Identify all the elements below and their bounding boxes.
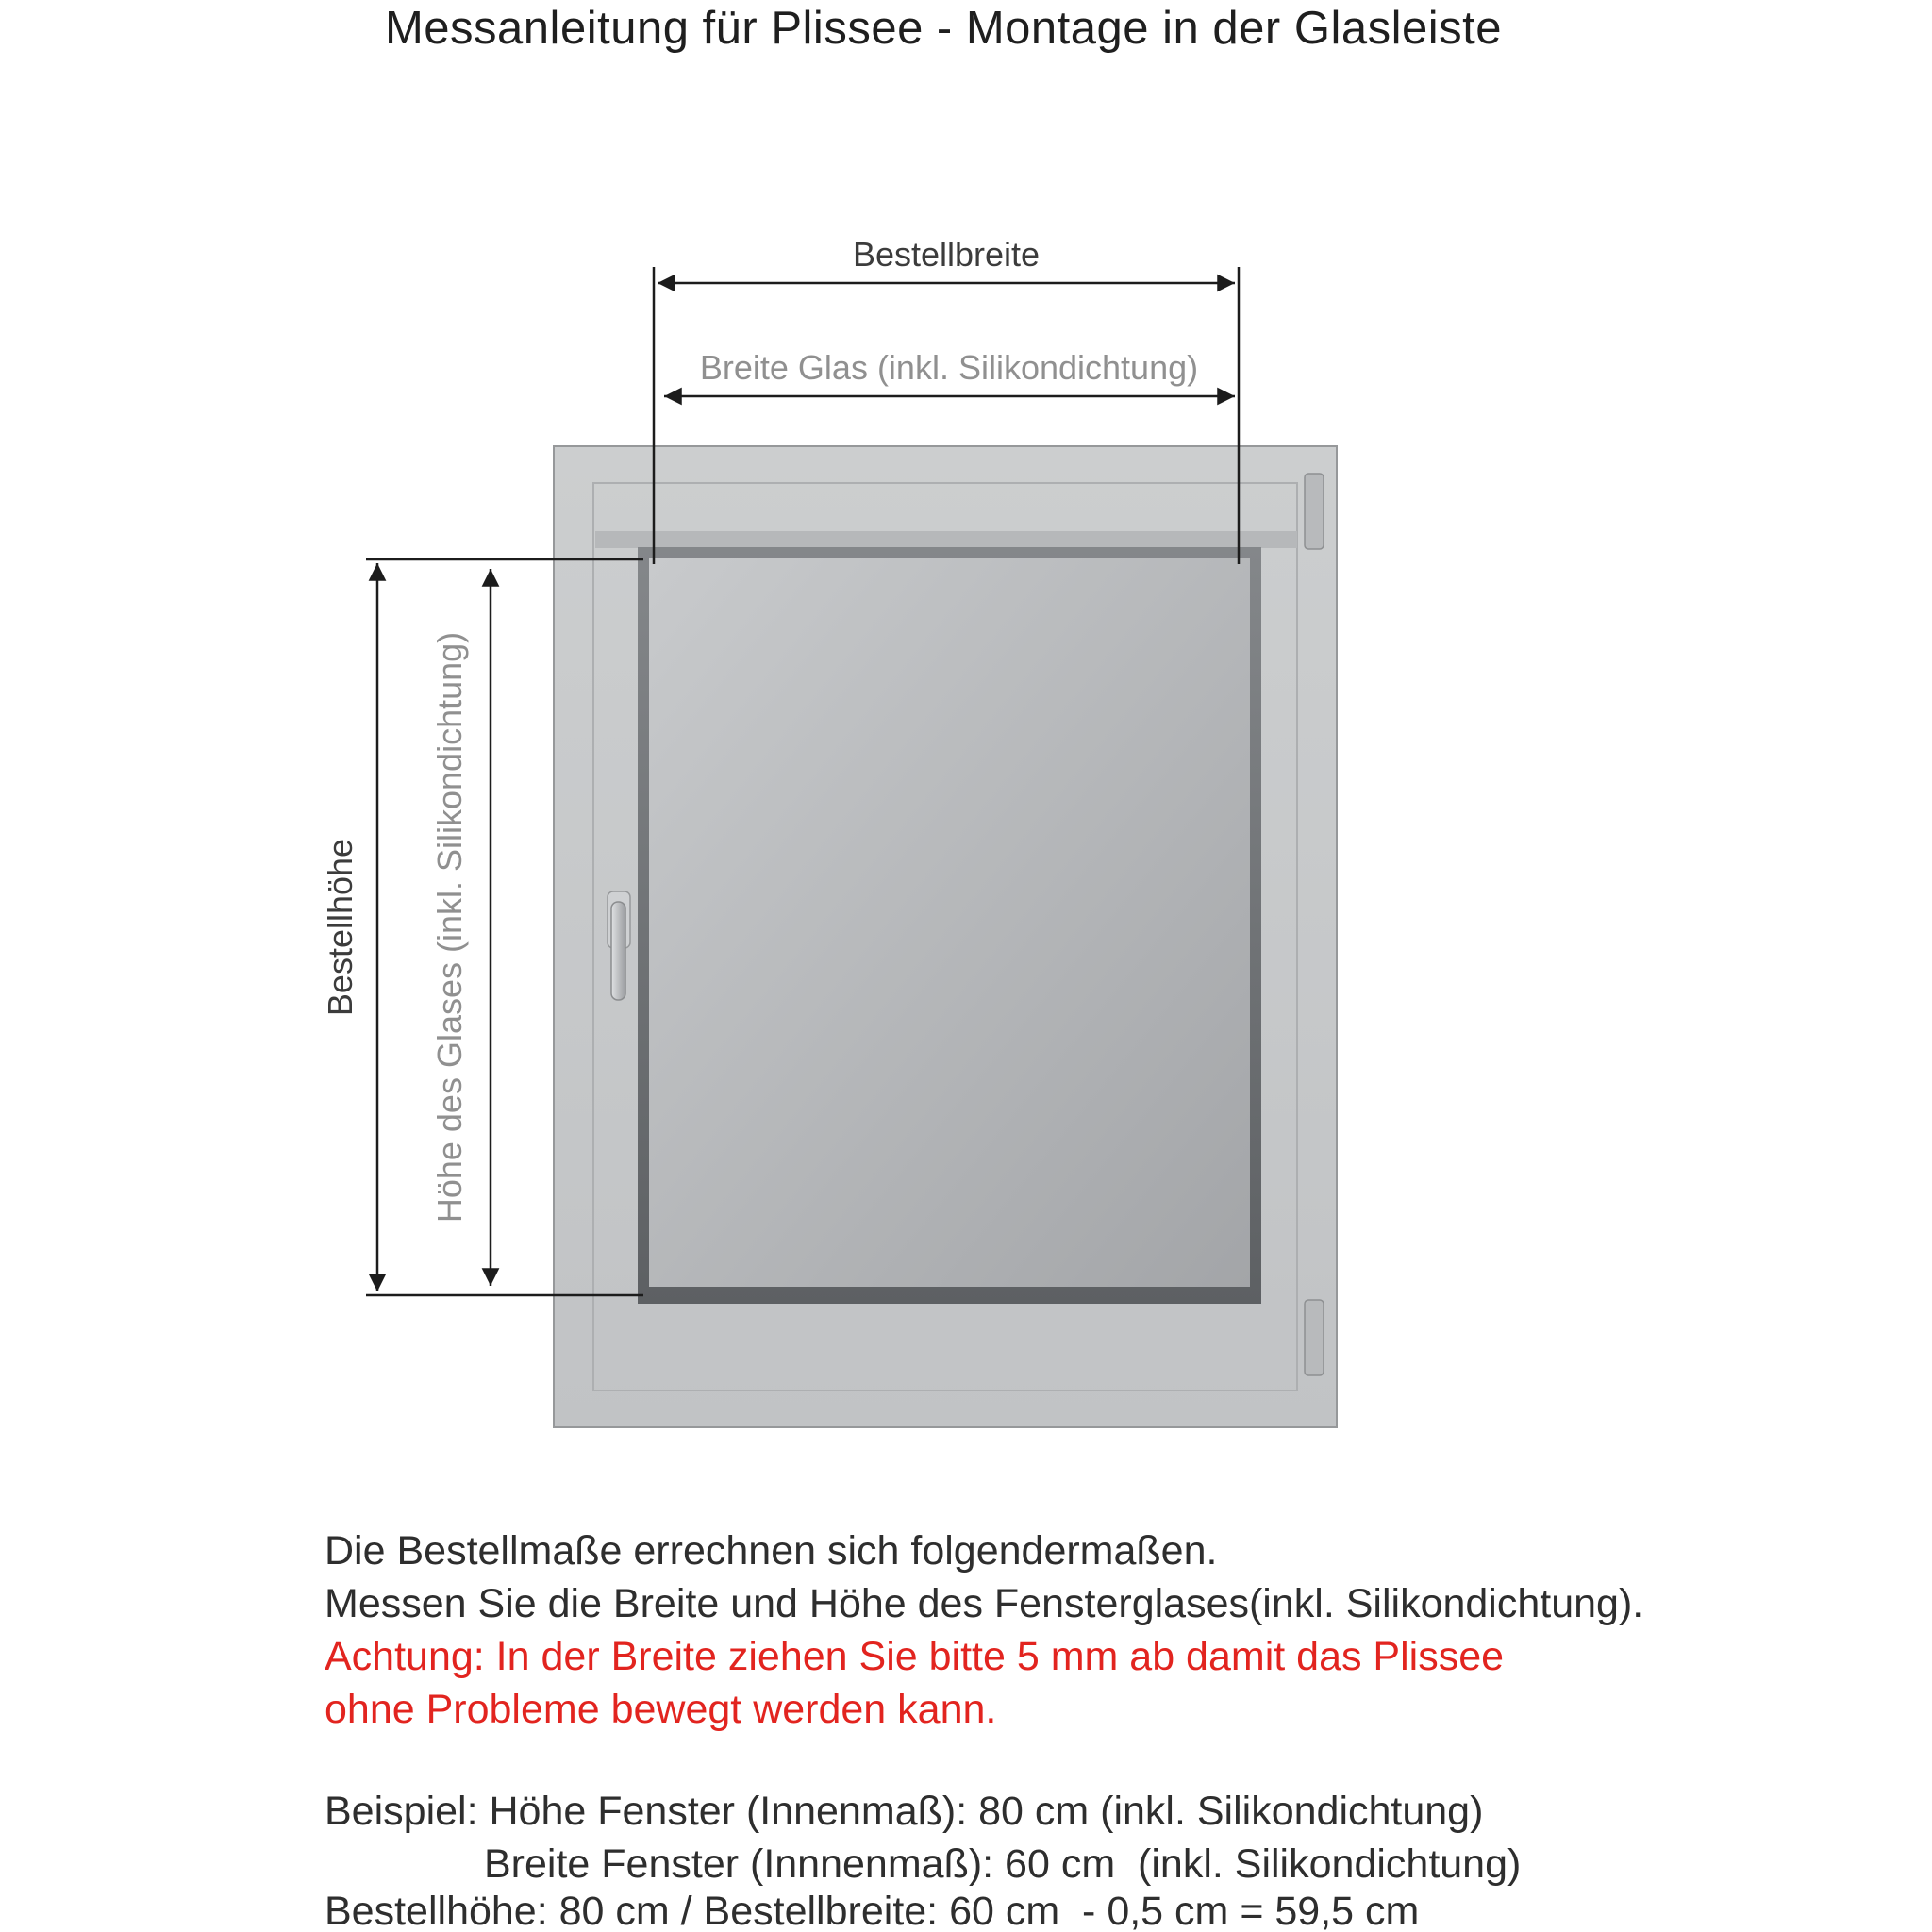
window-illustration <box>554 446 1337 1427</box>
label-breite-glas: Breite Glas (inkl. Silikondichtung) <box>699 348 1199 387</box>
instruction-example-line3: Bestellhöhe: 80 cm / Bestellbreite: 60 cm - 0,5 cm = 59,5 cm <box>325 1889 1420 1932</box>
glazing-bead-strip <box>595 531 1297 548</box>
label-bestellbreite: Bestellbreite <box>852 235 1041 274</box>
hinge-top-icon <box>1305 474 1324 549</box>
page-title: Messanleitung für Plissee - Montage in der Glasleiste <box>384 3 1502 54</box>
label-hoehe-glas: Höhe des Glases (inkl. Silikondichtung) <box>430 631 469 1224</box>
instruction-warning-line1: Achtung: In der Breite ziehen Sie bitte 5 mm ab damit das Plissee <box>325 1634 1505 1679</box>
instruction-calc-line1: Die Bestellmaße errechnen sich folgendermaßen. <box>325 1528 1218 1574</box>
instruction-warning-line2: ohne Probleme bewegt werden kann. <box>325 1687 997 1732</box>
window-glass <box>649 558 1250 1287</box>
instruction-example-line1: Beispiel: Höhe Fenster (Innenmaß): 80 cm (inkl. Silikondichtung) <box>325 1789 1484 1834</box>
instruction-calc-line2: Messen Sie die Breite und Höhe des Fensterglases(inkl. Silikondichtung). <box>325 1581 1644 1626</box>
label-bestellhoehe: Bestellhöhe <box>321 838 359 1017</box>
hinge-bottom-icon <box>1305 1300 1324 1375</box>
instruction-example-line2: Breite Fenster (Innnenmaß): 60 cm (inkl. Silikondichtung) <box>484 1841 1522 1887</box>
